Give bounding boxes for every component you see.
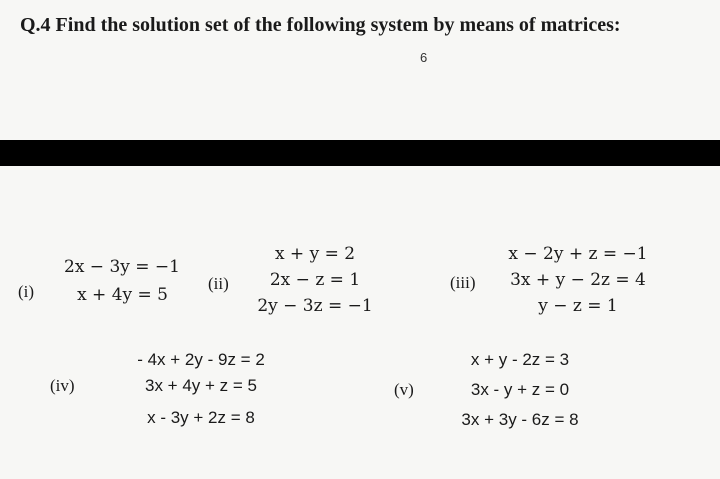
system-iv-label: (iv) [50, 376, 75, 395]
system-iv-eq-3: x - 3y + 2z = 8 [147, 408, 255, 427]
question-title: Q.4 Find the solution set of the following system by means of matrices: [20, 14, 621, 36]
system-i-eq-1: 2x − 3y = −1 [64, 257, 180, 277]
marks-value: 6 [420, 50, 428, 65]
system-iv-eq-2: 3x + 4y + z = 5 [145, 376, 257, 395]
system-ii-eq-3: 2y − 3z = −1 [257, 296, 373, 316]
system-v-eq-1: x + y - 2z = 3 [470, 350, 570, 369]
system-ii-eq-2: 2x − z = 1 [269, 270, 361, 290]
system-i-label: (i) [18, 282, 35, 301]
system-iii-label: (iii) [450, 273, 476, 292]
system-iii-eq-3: y − z = 1 [538, 296, 618, 316]
system-i-eq-2: x + 4y = 5 [77, 285, 168, 305]
system-iv-eq-1: - 4x + 2y - 9z = 2 [137, 350, 265, 369]
system-ii-eq-1: x + y = 2 [274, 244, 356, 264]
system-iii-eq-1: x − 2y + z = −1 [508, 244, 648, 264]
redaction-bar [0, 140, 720, 166]
system-iii-eq-2: 3x + y − 2z = 4 [510, 270, 646, 290]
system-v-eq-2: 3x - y + z = 0 [470, 380, 570, 399]
system-ii-label: (ii) [208, 274, 229, 293]
system-v-eq-3: 3x + 3y - 6z = 8 [461, 410, 579, 429]
system-v-label: (v) [394, 380, 414, 399]
